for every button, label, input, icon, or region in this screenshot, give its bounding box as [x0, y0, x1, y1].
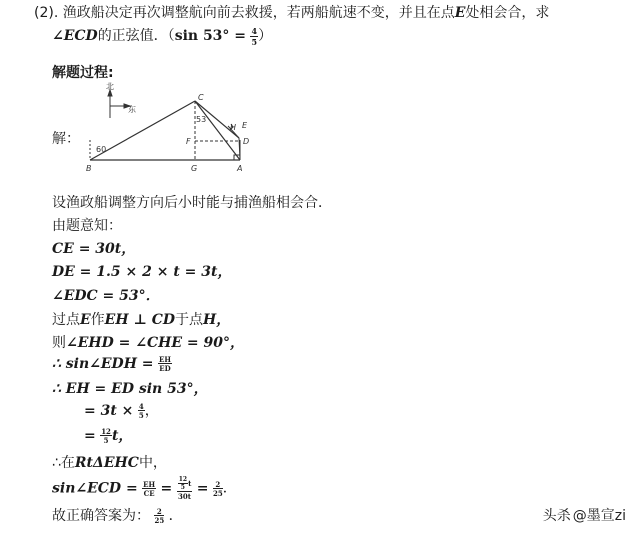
- fraction-12-5: [100, 428, 112, 444]
- fraction-numerator: EH: [159, 355, 171, 364]
- fraction-denominator: 25: [154, 516, 165, 525]
- point-h-label: H: [230, 123, 237, 132]
- point-d-label: D: [243, 137, 250, 146]
- fraction-numerator: 12: [101, 427, 111, 436]
- inner-fraction: [178, 477, 188, 491]
- question-mid-text: 的正弦值．（: [97, 28, 175, 44]
- text-zuo: 作: [90, 312, 105, 328]
- fraction-denominator: CE: [143, 488, 155, 498]
- fraction-denominator: 5: [251, 36, 258, 47]
- question-line-2: [52, 26, 272, 46]
- question-fraction: [250, 27, 258, 46]
- compass-east-label: 东: [128, 105, 136, 114]
- solution-line-8: [52, 355, 172, 373]
- compass-north-label: 北: [106, 82, 114, 91]
- watermark: [543, 505, 626, 525]
- period: ．: [222, 480, 237, 497]
- fraction-denominator: 5: [138, 411, 144, 420]
- watermark-prefix: 头杀: [542, 508, 571, 524]
- solution-line-1: 设渔政船调整方向后小时能与捕渔船相会合．: [52, 195, 332, 211]
- fraction-numerator: 4: [251, 25, 258, 36]
- compound-denominator: 30t: [178, 492, 191, 501]
- equals-sign: =: [84, 428, 96, 444]
- question-text-suffix: 处相会合，求: [465, 5, 550, 21]
- fraction-numerator: 2: [213, 481, 223, 489]
- solution-label: 解：: [52, 131, 80, 147]
- text-yudian: 于点: [175, 312, 204, 328]
- solution-line-12: [52, 454, 167, 472]
- solution-line-5: ∠EDC = 53°．: [52, 288, 160, 304]
- question-close-paren: ）: [258, 28, 273, 44]
- compound-numerator: [177, 477, 193, 492]
- eq-3t-times: = 3t ×: [84, 403, 134, 419]
- solution-line-14: [52, 507, 183, 525]
- point-h: H，: [203, 312, 231, 328]
- fraction-2-25: [213, 481, 223, 497]
- triangle-ehc: RtΔEHC: [74, 455, 139, 471]
- fraction-eh-ce: [142, 481, 156, 497]
- fraction-denominator: ED: [159, 364, 171, 373]
- solution-line-10: [84, 402, 159, 420]
- comma: ，: [144, 403, 159, 419]
- text-therefore-in: ∴在: [52, 455, 75, 471]
- equals-sign: =: [160, 480, 173, 497]
- angle-53-label: 53: [196, 115, 207, 124]
- fraction-numerator: 2: [154, 508, 164, 516]
- point-c-label: C: [198, 93, 204, 102]
- solution-line-9: ∴ EH = ED sin 53°，: [52, 381, 208, 397]
- equals-sign-2: =: [196, 480, 209, 497]
- point-e-label: E: [242, 121, 248, 130]
- solution-line-13: [52, 477, 237, 500]
- question-angle: ∠ECD: [52, 28, 98, 44]
- watermark-handle: @墨宣zi: [572, 508, 626, 524]
- question-text-prefix: (2). 渔政船决定再次调整航向前去救援，若两船航速不变，并且在点: [34, 5, 455, 21]
- point-f-label: F: [186, 137, 191, 146]
- fraction-numerator: 12: [178, 476, 188, 483]
- fraction-denominator: 5: [103, 436, 109, 445]
- point-e: E: [80, 312, 91, 328]
- solution-line-7: [52, 334, 244, 352]
- question-line-1: [34, 3, 549, 23]
- point-g-label: G: [191, 164, 198, 173]
- answer-fraction: [154, 508, 164, 524]
- fraction-numerator: EH: [143, 479, 156, 489]
- sin-ecd-expr: sin∠ECD =: [52, 480, 138, 497]
- fraction-denominator: 25: [212, 488, 223, 498]
- t-comma: t，: [111, 428, 133, 444]
- fraction-4-5: [138, 403, 145, 419]
- compound-fraction: [177, 477, 193, 500]
- solution-line-6: [52, 311, 230, 329]
- text-zhong: 中，: [138, 455, 167, 471]
- question-point-e: E: [454, 5, 466, 21]
- perpendicular-expr: EH ⊥ CD: [104, 312, 176, 328]
- geometry-diagram: [82, 80, 272, 175]
- question-sin-expression: sin 53° =: [174, 28, 247, 44]
- answer-label: 故正确答案为：: [52, 508, 150, 524]
- solution-line-3: CE = 30t，: [52, 241, 136, 257]
- text-ze: 则: [52, 335, 66, 351]
- sin-edh-expr: ∴ sin∠EDH =: [52, 356, 154, 372]
- fraction-denominator: 5: [180, 484, 185, 491]
- period: ．: [168, 508, 183, 524]
- point-a-label: A: [237, 164, 243, 173]
- fraction-eh-ed: [158, 356, 172, 372]
- solution-line-4: DE = 1.5 × 2 × t = 3t，: [52, 264, 232, 280]
- fraction-numerator: 4: [138, 402, 144, 411]
- solution-line-11: [84, 427, 132, 445]
- text-guodian: 过点: [52, 312, 80, 328]
- section-title: 解题过程:: [52, 65, 114, 81]
- point-b-label: B: [86, 164, 92, 173]
- solution-line-2: 由题意知：: [52, 218, 122, 234]
- right-angle-expr: ∠EHD = ∠CHE = 90°，: [66, 335, 244, 351]
- t-variable: t: [188, 479, 192, 488]
- angle-60-label: 60: [96, 145, 107, 154]
